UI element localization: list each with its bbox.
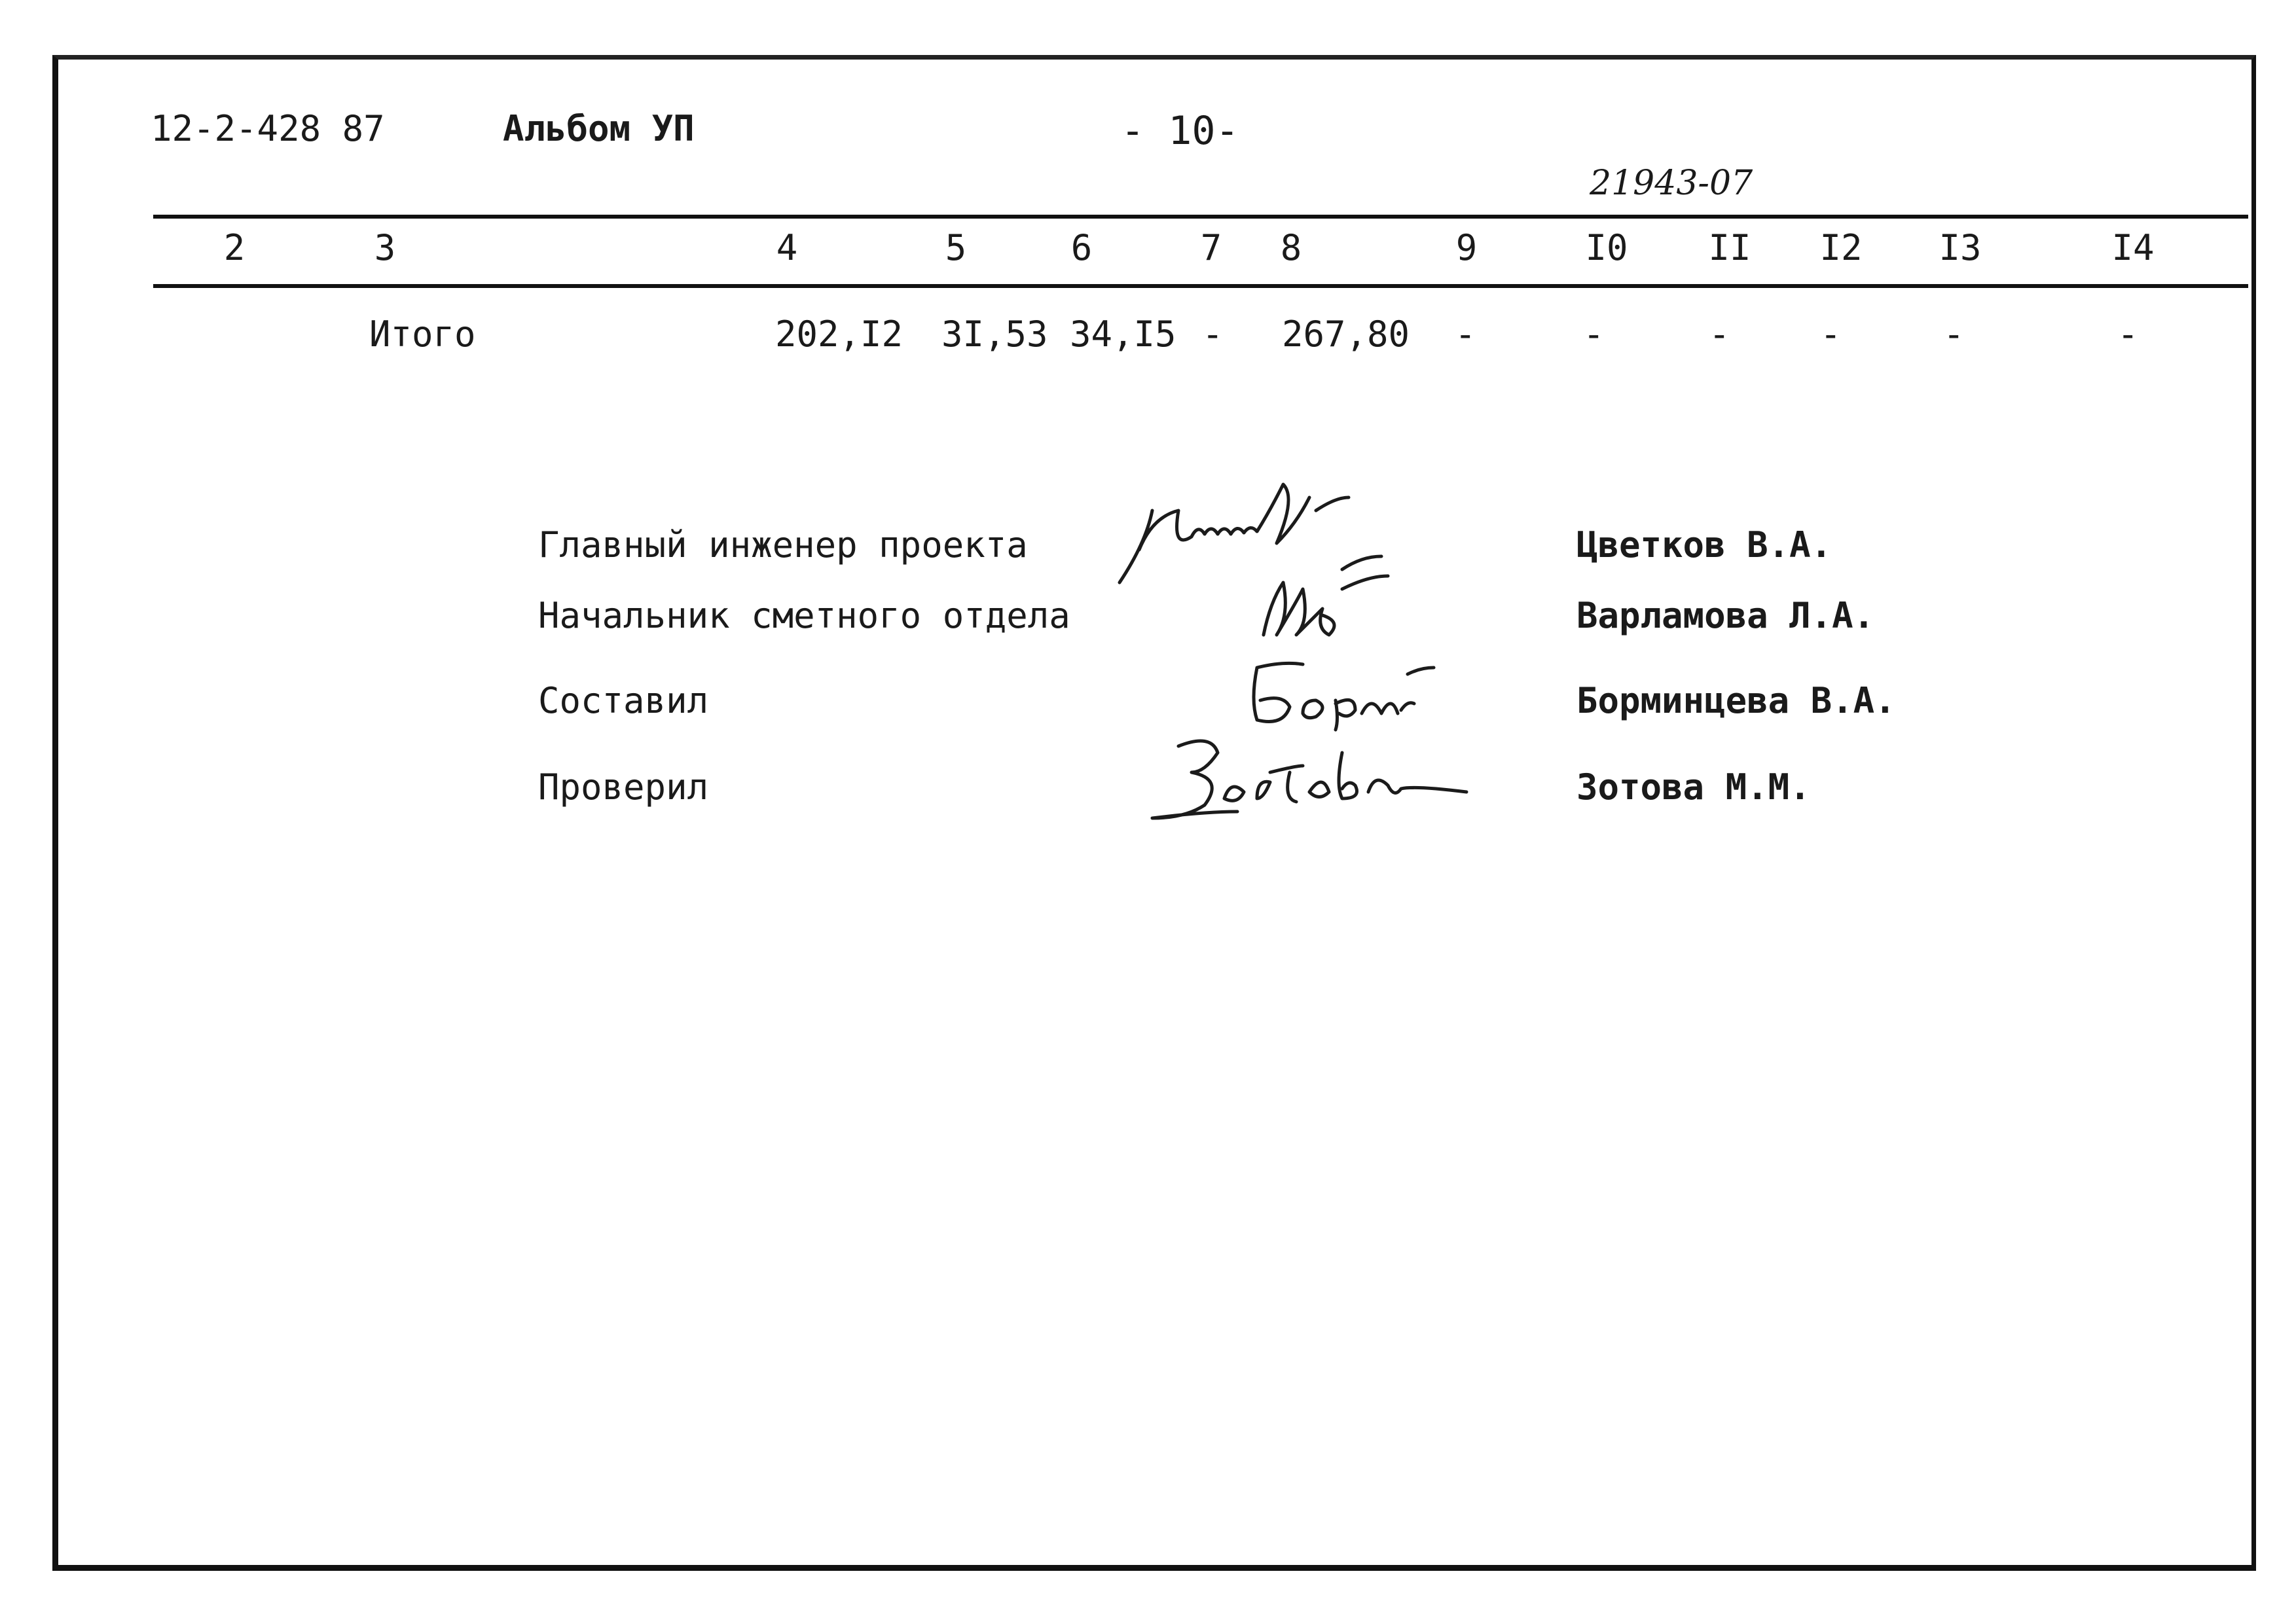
signature-estimate-head: [1244, 563, 1440, 655]
total-col-5: 3I,53: [941, 314, 1048, 355]
total-col-12: -: [1820, 314, 1842, 355]
document-code: 12-2-428 87: [151, 108, 385, 149]
signature-name-compiled: Борминцева В.А.: [1576, 680, 1896, 721]
column-header-10: I0: [1585, 227, 1628, 268]
total-col-8: 267,80: [1282, 314, 1410, 355]
signature-name-estimate-head: Варламова Л.А.: [1576, 595, 1875, 636]
signature-role-chief-engineer: Главный инженер проекта: [538, 524, 1028, 566]
total-col-10: -: [1583, 314, 1605, 355]
column-header-14: I4: [2111, 227, 2155, 268]
column-header-4: 4: [776, 227, 798, 268]
total-label: Итого: [369, 314, 476, 355]
total-col-14: -: [2117, 314, 2139, 355]
signature-role-compiled: Составил: [538, 680, 709, 721]
column-header-8: 8: [1280, 227, 1302, 268]
signature-compiled: [1231, 648, 1453, 733]
table-header-rule: [153, 284, 2248, 288]
column-header-6: 6: [1070, 227, 1093, 268]
column-header-11: II: [1708, 227, 1751, 268]
signature-name-checked: Зотова М.М.: [1576, 766, 1811, 808]
signature-role-checked: Проверил: [538, 766, 709, 808]
table-top-rule: [153, 215, 2248, 219]
total-col-4: 202,I2: [775, 314, 903, 355]
column-header-7: 7: [1200, 227, 1222, 268]
page-number: - 10-: [1121, 108, 1239, 154]
column-header-2: 2: [223, 227, 246, 268]
column-header-3: 3: [374, 227, 396, 268]
column-header-12: I2: [1819, 227, 1863, 268]
signature-name-chief-engineer: Цветков В.А.: [1576, 524, 1832, 566]
column-header-9: 9: [1455, 227, 1478, 268]
total-col-11: -: [1709, 314, 1730, 355]
signature-checked: [1126, 727, 1493, 838]
column-header-13: I3: [1939, 227, 1982, 268]
album-label: Альбом УП: [503, 108, 695, 149]
archive-number: 21943-07: [1590, 164, 1753, 203]
total-col-9: -: [1455, 314, 1476, 355]
column-header-5: 5: [945, 227, 967, 268]
signature-role-estimate-head: Начальник сметного отдела: [538, 595, 1070, 636]
total-col-13: -: [1943, 314, 1965, 355]
total-col-7: -: [1202, 314, 1224, 355]
total-col-6: 34,I5: [1070, 314, 1176, 355]
